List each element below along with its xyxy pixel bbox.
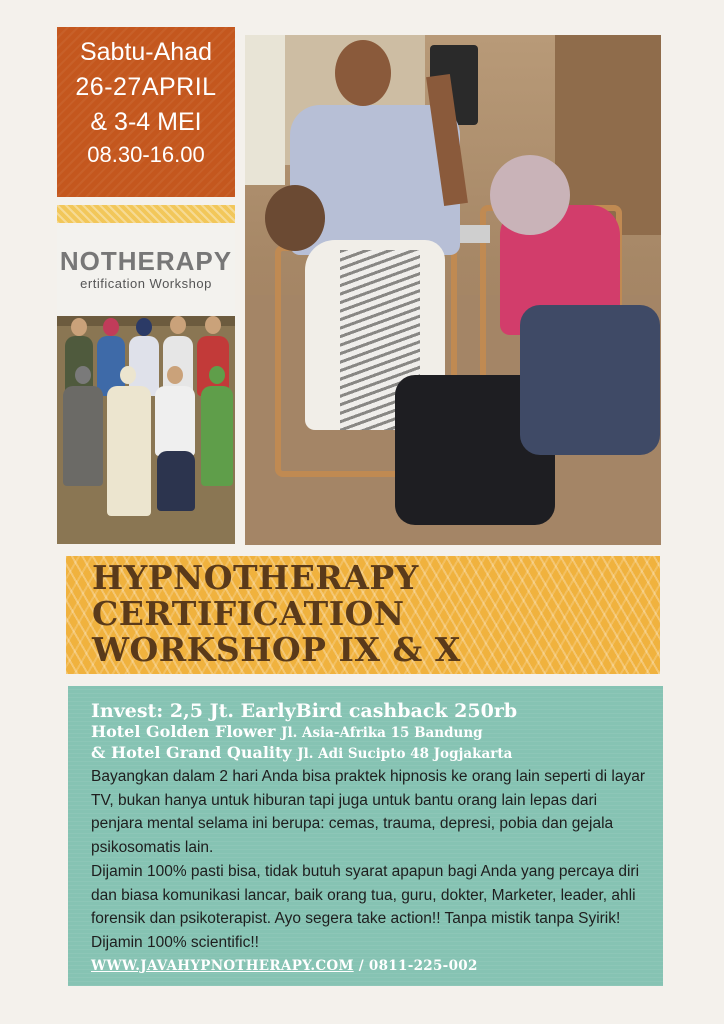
decorative-strip (57, 205, 235, 223)
venue-jogjakarta-name: & Hotel Grand Quality (91, 743, 292, 762)
description-paragraph-2: Dijamin 100% pasti bisa, tidak butuh syarat apapun bagi Anda yang percaya diri dan biasa komunikasi lancar, baik orang tua, guru, dokter, Marketer, leader, ahli forensik dan psikoterapist. Ayo segera take action!! Tanpa mistik tanpa Syirik! Dijamin 100% scientific!! (91, 863, 640, 951)
venue-jogjakarta-address: Jl. Adi Sucipto 48 Jogjakarta (297, 746, 513, 762)
event-date-block (57, 27, 235, 197)
venue-jogjakarta (91, 743, 653, 764)
venue-bandung (91, 722, 653, 743)
title-line-1: HYPNOTHERAPY (92, 558, 419, 597)
group-photo (57, 226, 235, 544)
title-line-2: CERTIFICATION (92, 594, 405, 633)
contact-line (91, 958, 653, 974)
venue-bandung-name: Hotel Golden Flower (91, 722, 276, 741)
hypnosis-demonstration-photo (245, 35, 661, 545)
website-link[interactable]: WWW.JAVAHYPNOTHERAPY.COM (91, 958, 354, 974)
invest-price: Invest: 2,5 Jt. EarlyBird cashback 250rb (91, 700, 518, 722)
group-photo-banner-title: NOTHERAPY (59, 246, 233, 276)
phone-number[interactable]: 0811-225-002 (368, 958, 478, 974)
event-dates-may: & 3-4 MEI (90, 108, 202, 136)
title-line-3: WORKSHOP IX & X (92, 630, 461, 669)
event-days: Sabtu-Ahad (79, 38, 213, 66)
venue-bandung-address: Jl. Asia-Afrika 15 Bandung (281, 725, 483, 741)
workshop-title-banner (66, 556, 660, 674)
contact-separator: / (358, 958, 364, 974)
group-photo-banner-subtitle: ertification Workshop (80, 276, 212, 291)
event-dates-april: 26-27APRIL (75, 73, 217, 101)
event-time: 08.30-16.00 (87, 142, 205, 167)
workshop-info-box (68, 686, 663, 986)
description-paragraph-1: Bayangkan dalam 2 hari Anda bisa praktek hipnosis ke orang lain seperti di layar TV, bukan hanya untuk hiburan tapi juga untuk bantu orang lain lepas dari penjara mental selama ini berupa: cemas, trauma, depresi, pobia dan gejala psikosomatis lain. (91, 768, 646, 856)
